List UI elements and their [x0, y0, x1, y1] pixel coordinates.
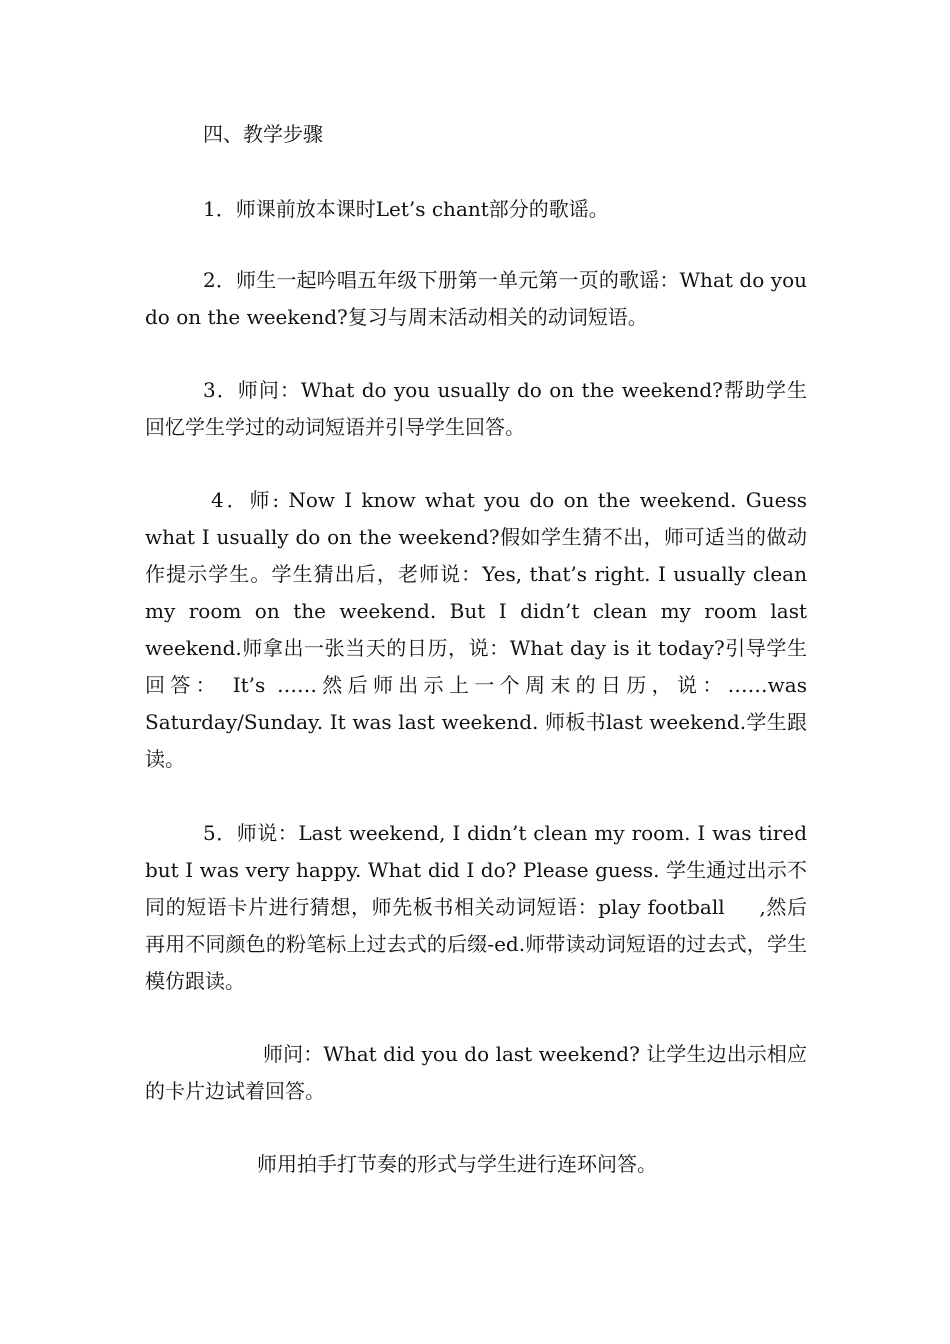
step-2-paragraph: 2．师生一起吟唱五年级下册第一单元第一页的歌谣：What do you do on the weekend?复习与周末活动相关的动词短语。: [145, 268, 814, 329]
step-5-paragraph: 5．师说：Last weekend, I didn’t clean my room. I was tired but I was very happy. What did I do? Please guess. 学生通过出示不同的短语卡片进行猜想，师先板书相关动词短语：play football ,然后再用不同颜色的粉笔标上过去式的后缀-ed.师带读动词短语的过去式，学生模仿跟读。: [145, 821, 814, 993]
teacher-question-paragraph: 师问：What did you do last weekend? 让学生边出示相应的卡片边试着回答。: [145, 1042, 807, 1103]
step-1-paragraph: 1．师课前放本课时Let’s chant部分的歌谣。: [203, 197, 609, 221]
step-4-paragraph: 4．师: Now I know what you do on the weekend. Guess what I usually do on the weekend?假如学生猜不出，师可适当的做动作提示学生。学生猜出后，老师说：Yes, that’s right. I usually clean my room on the weekend. But I didn’t clean my room last weekend.师拿出一张当天的日历，说：What day is it today?引导学生回答： It’s ……然后师出示上一个周末的日历，说：……was Saturday/Sunday. It was last weekend. 师板书last weekend.学生跟读。: [145, 488, 814, 771]
section-heading: 四、教学步骤: [203, 122, 323, 146]
clapping-rhythm-paragraph: 师用拍手打节奏的形式与学生进行连环问答。: [257, 1152, 657, 1176]
step-3-paragraph: 3．师问：What do you usually do on the weekend?帮助学生回忆学生学过的动词短语并引导学生回答。: [145, 378, 807, 439]
